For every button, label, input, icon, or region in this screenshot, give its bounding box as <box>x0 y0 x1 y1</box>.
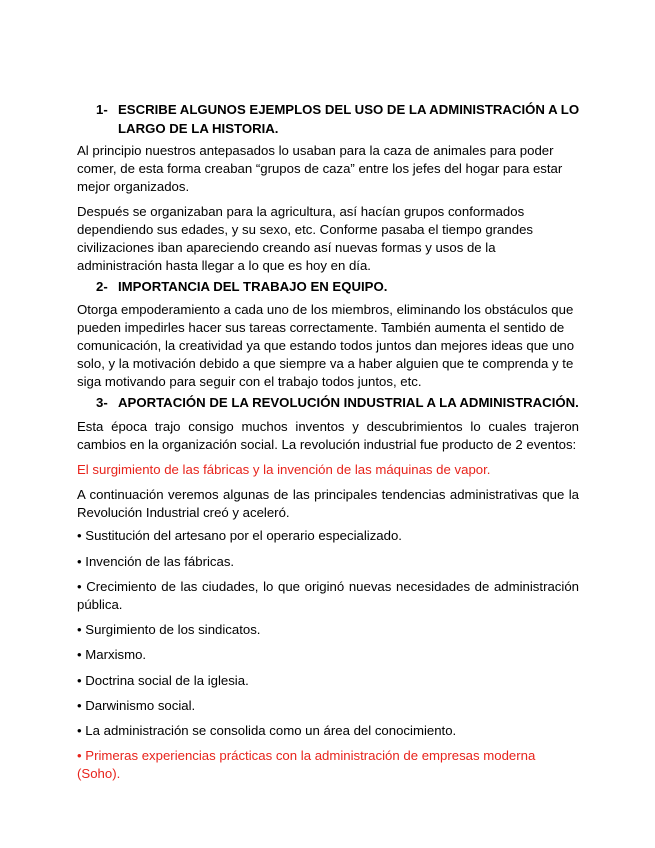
section-2-heading <box>96 277 582 296</box>
bullet-item: • Surgimiento de los sindicatos. <box>77 622 261 637</box>
bullet-item: • Sustitución del artesano por el operario especializado. <box>77 528 402 543</box>
section-3-highlight: El surgimiento de las fábricas y la invención de las máquinas de vapor. <box>77 462 491 477</box>
section-2-paragraph: Otorga empoderamiento a cada uno de los miembros, eliminando los obstáculos que pueden impedirles hacer sus tareas correctamente. También aumenta el sentido de comunicación, la creatividad ya que estando todos juntos dan mejores ideas que uno solo, y la motivación debido a que siempre va a haber alguien que te comprenda y te siga motivando para seguir con el trabajo todos juntos, etc. <box>77 302 575 389</box>
section-3-number: 3- <box>96 395 108 410</box>
bullet-item: • Marxismo. <box>77 647 147 662</box>
section-1-title: ESCRIBE ALGUNOS EJEMPLOS DEL USO DE LA ADMINISTRACIÓN A LO LARGO DE LA HISTORIA. <box>118 102 580 136</box>
section-1-paragraph-2: Después se organizaban para la agricultura, así hacían grupos conformados dependiendo sus edades, y su sexo, etc. Conforme pasaba el tiempo grandes civilizaciones iban apareciendo creando así nuevas formas y usos de la administración hasta llegar a lo que es hoy en día. <box>77 204 533 273</box>
section-2-number: 2- <box>96 279 108 294</box>
bullet-item: • Darwinismo social. <box>77 698 196 713</box>
bullet-item: • Invención de las fábricas. <box>77 554 235 569</box>
bullet-item: • Doctrina social de la iglesia. <box>77 673 249 688</box>
section-1-number: 1- <box>96 102 108 117</box>
section-1-heading <box>96 100 582 138</box>
section-2-title: IMPORTANCIA DEL TRABAJO EN EQUIPO. <box>118 279 388 294</box>
section-3-intro: Esta época trajo consigo muchos inventos y descubrimientos lo cuales trajeron cambios en la organización social. La revolución industrial fue producto de 2 eventos: <box>77 419 579 452</box>
section-1-paragraph-1: Al principio nuestros antepasados lo usaban para la caza de animales para poder comer, de esta forma creaban “grupos de caza” entre los jefes del hogar para estar mejor organizados. <box>77 143 563 194</box>
bullet-item: • Crecimiento de las ciudades, lo que originó nuevas necesidades de administración pública. <box>77 579 579 612</box>
bullet-item: • La administración se consolida como un área del conocimiento. <box>77 723 457 738</box>
section-3-lead: A continuación veremos algunas de las principales tendencias administrativas que la Revolución Industrial creó y aceleró. <box>77 487 579 520</box>
section-3-title: APORTACIÓN DE LA REVOLUCIÓN INDUSTRIAL A LA ADMINISTRACIÓN. <box>118 395 579 410</box>
section-3-heading <box>96 393 582 412</box>
bullet-item-highlight: • Primeras experiencias prácticas con la administración de empresas moderna (Soho). <box>77 748 536 781</box>
